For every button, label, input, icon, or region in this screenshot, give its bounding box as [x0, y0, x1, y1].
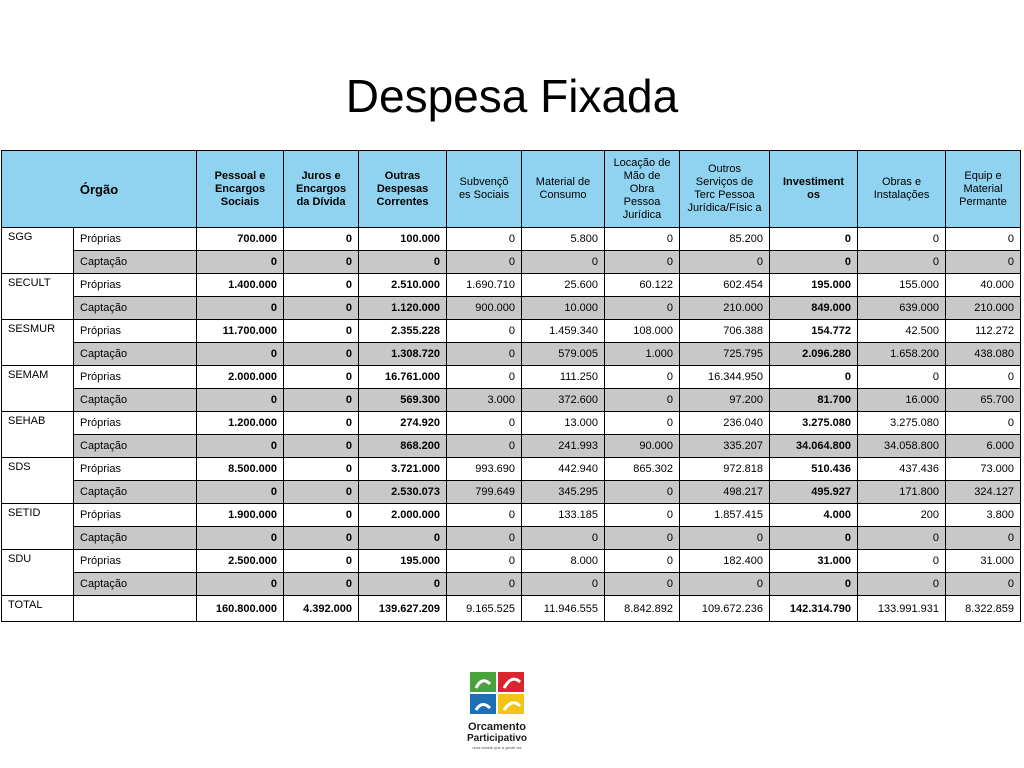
- type-cell: Próprias: [74, 366, 197, 389]
- value-cell: 0: [946, 527, 1021, 550]
- column-header-orgao: Órgão: [2, 151, 197, 228]
- value-cell: 60.122: [605, 274, 680, 297]
- value-cell: 0: [284, 573, 359, 596]
- column-header-investimentos: Investiment os: [770, 151, 858, 228]
- value-cell: 0: [284, 458, 359, 481]
- table-row: [2, 274, 1021, 297]
- value-cell: 13.000: [522, 412, 605, 435]
- value-cell: 210.000: [946, 297, 1021, 320]
- type-cell: Próprias: [74, 504, 197, 527]
- table-row: [2, 527, 1021, 550]
- value-cell: 3.275.080: [858, 412, 946, 435]
- value-cell: 579.005: [522, 343, 605, 366]
- value-cell: 868.200: [359, 435, 447, 458]
- value-cell: 498.217: [680, 481, 770, 504]
- org-cell: SETID: [2, 504, 74, 550]
- value-cell: 0: [522, 573, 605, 596]
- value-cell: 0: [605, 297, 680, 320]
- value-cell: 0: [447, 251, 522, 274]
- value-cell: 1.658.200: [858, 343, 946, 366]
- value-cell: 0: [447, 343, 522, 366]
- value-cell: 0: [284, 366, 359, 389]
- table-row: [2, 366, 1021, 389]
- value-cell: 1.459.340: [522, 320, 605, 343]
- type-cell: Próprias: [74, 228, 197, 251]
- total-value-cell: 133.991.931: [858, 596, 946, 622]
- value-cell: 155.000: [858, 274, 946, 297]
- value-cell: 2.000.000: [197, 366, 284, 389]
- value-cell: 0: [605, 481, 680, 504]
- value-cell: 865.302: [605, 458, 680, 481]
- value-cell: 0: [770, 527, 858, 550]
- value-cell: 97.200: [680, 389, 770, 412]
- value-cell: 0: [522, 251, 605, 274]
- value-cell: 0: [605, 366, 680, 389]
- value-cell: 0: [605, 504, 680, 527]
- value-cell: 0: [770, 251, 858, 274]
- header-row: [2, 151, 1021, 228]
- value-cell: 0: [605, 573, 680, 596]
- value-cell: 0: [447, 366, 522, 389]
- table-row: [2, 320, 1021, 343]
- value-cell: 0: [680, 251, 770, 274]
- type-cell: Captação: [74, 343, 197, 366]
- org-cell: SECULT: [2, 274, 74, 320]
- value-cell: 2.096.280: [770, 343, 858, 366]
- org-cell: SDS: [2, 458, 74, 504]
- value-cell: 0: [447, 504, 522, 527]
- value-cell: 2.000.000: [359, 504, 447, 527]
- value-cell: 0: [770, 366, 858, 389]
- value-cell: 0: [605, 412, 680, 435]
- value-cell: 0: [284, 412, 359, 435]
- value-cell: 0: [284, 550, 359, 573]
- value-cell: 0: [197, 435, 284, 458]
- value-cell: 0: [447, 550, 522, 573]
- value-cell: 0: [284, 343, 359, 366]
- value-cell: 236.040: [680, 412, 770, 435]
- value-cell: 0: [858, 573, 946, 596]
- value-cell: 0: [197, 297, 284, 320]
- value-cell: 3.000: [447, 389, 522, 412]
- column-header-locacao: Locação de Mão de Obra Pessoa Jurídica: [605, 151, 680, 228]
- value-cell: 40.000: [946, 274, 1021, 297]
- value-cell: 569.300: [359, 389, 447, 412]
- value-cell: 0: [447, 228, 522, 251]
- value-cell: 0: [284, 527, 359, 550]
- value-cell: 0: [858, 366, 946, 389]
- table-row: [2, 228, 1021, 251]
- value-cell: 0: [605, 550, 680, 573]
- value-cell: 4.000: [770, 504, 858, 527]
- value-cell: 42.500: [858, 320, 946, 343]
- value-cell: 6.000: [946, 435, 1021, 458]
- value-cell: 1.120.000: [359, 297, 447, 320]
- value-cell: 335.207: [680, 435, 770, 458]
- table-row: [2, 504, 1021, 527]
- value-cell: 111.250: [522, 366, 605, 389]
- value-cell: 1.400.000: [197, 274, 284, 297]
- column-header-pessoal: Pessoal e Encargos Sociais: [197, 151, 284, 228]
- table-row: [2, 251, 1021, 274]
- value-cell: 0: [605, 228, 680, 251]
- page-title: Despesa Fixada: [345, 70, 679, 122]
- value-cell: 85.200: [680, 228, 770, 251]
- value-cell: 0: [197, 389, 284, 412]
- value-cell: 0: [284, 435, 359, 458]
- value-cell: 133.185: [522, 504, 605, 527]
- value-cell: 0: [359, 527, 447, 550]
- type-cell: Captação: [74, 389, 197, 412]
- value-cell: 0: [858, 527, 946, 550]
- value-cell: 510.436: [770, 458, 858, 481]
- value-cell: 2.510.000: [359, 274, 447, 297]
- value-cell: 0: [946, 251, 1021, 274]
- value-cell: 0: [197, 251, 284, 274]
- logo-emblem: [458, 670, 538, 754]
- table-row: [2, 297, 1021, 320]
- value-cell: 0: [770, 228, 858, 251]
- value-cell: 639.000: [858, 297, 946, 320]
- value-cell: 442.940: [522, 458, 605, 481]
- value-cell: 0: [447, 573, 522, 596]
- column-header-obras: Obras e Instalações: [858, 151, 946, 228]
- value-cell: 73.000: [946, 458, 1021, 481]
- type-cell: Próprias: [74, 550, 197, 573]
- value-cell: 0: [284, 228, 359, 251]
- value-cell: 1.690.710: [447, 274, 522, 297]
- org-cell: SGG: [2, 228, 74, 274]
- value-cell: 65.700: [946, 389, 1021, 412]
- column-header-outras-despesas: Outras Despesas Correntes: [359, 151, 447, 228]
- logo-text-line1: Orcamento: [467, 721, 527, 733]
- value-cell: 0: [284, 274, 359, 297]
- value-cell: 849.000: [770, 297, 858, 320]
- value-cell: 81.700: [770, 389, 858, 412]
- value-cell: 900.000: [447, 297, 522, 320]
- value-cell: 11.700.000: [197, 320, 284, 343]
- table-row: [2, 343, 1021, 366]
- total-row: [2, 596, 1021, 622]
- table-row: [2, 481, 1021, 504]
- table-row: [2, 573, 1021, 596]
- value-cell: 0: [680, 527, 770, 550]
- value-cell: 0: [447, 412, 522, 435]
- value-cell: 0: [197, 527, 284, 550]
- value-cell: 495.927: [770, 481, 858, 504]
- type-cell: Captação: [74, 251, 197, 274]
- table-row: [2, 389, 1021, 412]
- value-cell: 100.000: [359, 228, 447, 251]
- value-cell: 31.000: [770, 550, 858, 573]
- value-cell: 171.800: [858, 481, 946, 504]
- value-cell: 0: [447, 527, 522, 550]
- type-cell: Próprias: [74, 458, 197, 481]
- value-cell: 0: [284, 320, 359, 343]
- value-cell: 700.000: [197, 228, 284, 251]
- value-cell: 0: [284, 251, 359, 274]
- org-cell: SDU: [2, 550, 74, 596]
- value-cell: 602.454: [680, 274, 770, 297]
- value-cell: 16.344.950: [680, 366, 770, 389]
- value-cell: 372.600: [522, 389, 605, 412]
- value-cell: 0: [680, 573, 770, 596]
- logo-text-line2: Participativo: [466, 733, 528, 744]
- total-value-cell: 109.672.236: [680, 596, 770, 622]
- table-body: [2, 228, 1021, 622]
- total-value-cell: 4.392.000: [284, 596, 359, 622]
- org-cell: SEHAB: [2, 412, 74, 458]
- value-cell: 0: [946, 228, 1021, 251]
- value-cell: 3.800: [946, 504, 1021, 527]
- value-cell: 0: [605, 251, 680, 274]
- value-cell: 0: [946, 573, 1021, 596]
- total-value-cell: 139.627.209: [359, 596, 447, 622]
- column-header-juros: Juros e Encargos da Dívida: [284, 151, 359, 228]
- value-cell: 345.295: [522, 481, 605, 504]
- column-header-subvencoes: Subvençõ es Sociais: [447, 151, 522, 228]
- type-cell: Captação: [74, 573, 197, 596]
- table-row: [2, 435, 1021, 458]
- value-cell: 0: [447, 320, 522, 343]
- value-cell: 799.649: [447, 481, 522, 504]
- value-cell: 0: [858, 228, 946, 251]
- value-cell: 0: [359, 251, 447, 274]
- type-cell: Próprias: [74, 320, 197, 343]
- value-cell: 0: [522, 527, 605, 550]
- value-cell: 241.993: [522, 435, 605, 458]
- expense-table: [1, 150, 1021, 622]
- value-cell: 154.772: [770, 320, 858, 343]
- logo-tagline: uma cidade que a gente faz: [472, 745, 522, 750]
- column-header-material-consumo: Material de Consumo: [522, 151, 605, 228]
- value-cell: 0: [946, 412, 1021, 435]
- value-cell: 8.000: [522, 550, 605, 573]
- value-cell: 0: [605, 389, 680, 412]
- value-cell: 0: [447, 435, 522, 458]
- value-cell: 16.000: [858, 389, 946, 412]
- value-cell: 438.080: [946, 343, 1021, 366]
- value-cell: 2.530.073: [359, 481, 447, 504]
- total-value-cell: 160.800.000: [197, 596, 284, 622]
- org-cell: SEMAM: [2, 366, 74, 412]
- total-type-cell: [74, 596, 197, 622]
- type-cell: Próprias: [74, 412, 197, 435]
- value-cell: 112.272: [946, 320, 1021, 343]
- value-cell: 972.818: [680, 458, 770, 481]
- value-cell: 0: [770, 573, 858, 596]
- value-cell: 34.064.800: [770, 435, 858, 458]
- value-cell: 1.857.415: [680, 504, 770, 527]
- value-cell: 0: [284, 297, 359, 320]
- value-cell: 725.795: [680, 343, 770, 366]
- total-value-cell: 142.314.790: [770, 596, 858, 622]
- value-cell: 10.000: [522, 297, 605, 320]
- value-cell: 706.388: [680, 320, 770, 343]
- total-value-cell: 11.946.555: [522, 596, 605, 622]
- value-cell: 1.200.000: [197, 412, 284, 435]
- column-header-outros-servicos: Outros Serviços de Terc Pessoa Jurídica/Físic a: [680, 151, 770, 228]
- value-cell: 3.721.000: [359, 458, 447, 481]
- value-cell: 25.600: [522, 274, 605, 297]
- total-value-cell: 8.322.859: [946, 596, 1021, 622]
- value-cell: 195.000: [359, 550, 447, 573]
- column-header-equip: Equip e Material Permante: [946, 151, 1021, 228]
- value-cell: 2.355.228: [359, 320, 447, 343]
- value-cell: 0: [284, 389, 359, 412]
- type-cell: Captação: [74, 297, 197, 320]
- table-row: [2, 412, 1021, 435]
- value-cell: 195.000: [770, 274, 858, 297]
- value-cell: 324.127: [946, 481, 1021, 504]
- value-cell: 182.400: [680, 550, 770, 573]
- value-cell: 34.058.800: [858, 435, 946, 458]
- value-cell: 274.920: [359, 412, 447, 435]
- value-cell: 1.308.720: [359, 343, 447, 366]
- value-cell: 0: [605, 527, 680, 550]
- value-cell: 200: [858, 504, 946, 527]
- total-label: TOTAL: [2, 596, 74, 622]
- value-cell: 0: [197, 343, 284, 366]
- value-cell: 31.000: [946, 550, 1021, 573]
- value-cell: 0: [284, 504, 359, 527]
- value-cell: 5.800: [522, 228, 605, 251]
- type-cell: Próprias: [74, 274, 197, 297]
- value-cell: 2.500.000: [197, 550, 284, 573]
- value-cell: 0: [858, 251, 946, 274]
- table-row: [2, 458, 1021, 481]
- value-cell: 0: [858, 550, 946, 573]
- total-value-cell: 9.165.525: [447, 596, 522, 622]
- value-cell: 993.690: [447, 458, 522, 481]
- table-row: [2, 550, 1021, 573]
- org-cell: SESMUR: [2, 320, 74, 366]
- value-cell: 0: [197, 573, 284, 596]
- value-cell: 0: [946, 366, 1021, 389]
- value-cell: 437.436: [858, 458, 946, 481]
- value-cell: 108.000: [605, 320, 680, 343]
- value-cell: 90.000: [605, 435, 680, 458]
- value-cell: 1.000: [605, 343, 680, 366]
- total-value-cell: 8.842.892: [605, 596, 680, 622]
- value-cell: 0: [197, 481, 284, 504]
- value-cell: 16.761.000: [359, 366, 447, 389]
- value-cell: 1.900.000: [197, 504, 284, 527]
- value-cell: 210.000: [680, 297, 770, 320]
- type-cell: Captação: [74, 527, 197, 550]
- value-cell: 3.275.080: [770, 412, 858, 435]
- value-cell: 0: [284, 481, 359, 504]
- type-cell: Captação: [74, 435, 197, 458]
- type-cell: Captação: [74, 481, 197, 504]
- orcamento-participativo-logo: [458, 670, 538, 754]
- value-cell: 0: [359, 573, 447, 596]
- value-cell: 8.500.000: [197, 458, 284, 481]
